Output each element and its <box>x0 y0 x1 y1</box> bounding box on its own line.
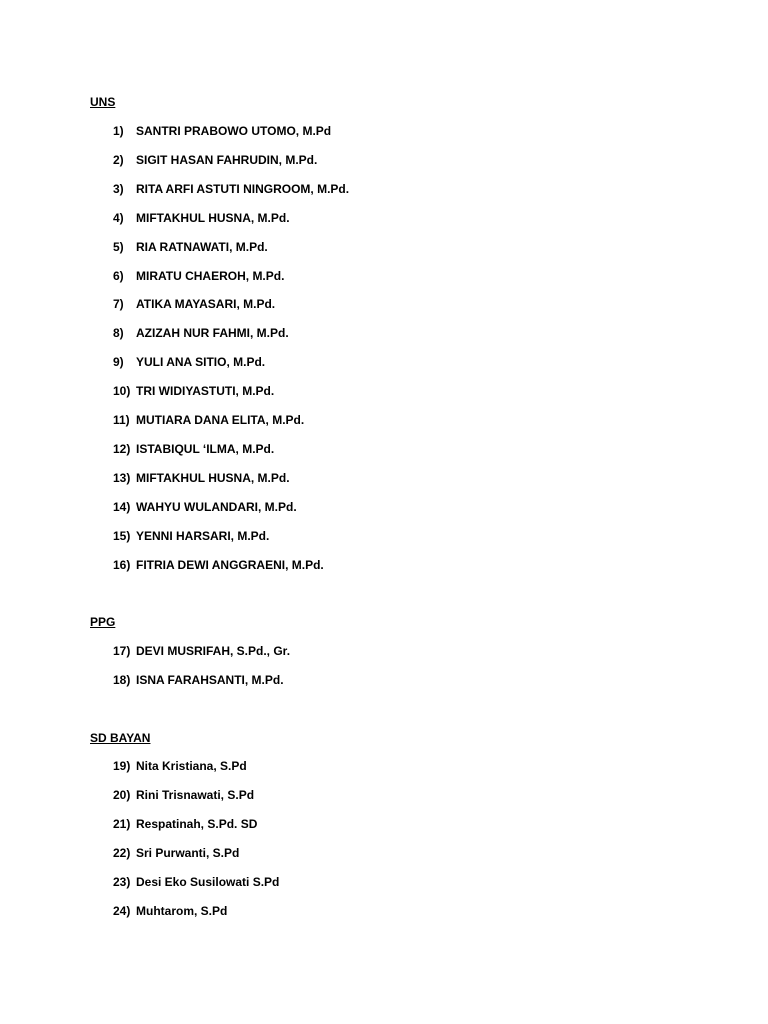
list-item <box>0 673 768 687</box>
list-item <box>0 153 768 167</box>
list-item <box>0 788 768 802</box>
item-number: 12) <box>113 442 131 456</box>
list-item <box>0 442 768 456</box>
list-item <box>0 355 768 369</box>
item-name: YENNI HARSARI, M.Pd. <box>136 529 270 543</box>
item-name: YULI ANA SITIO, M.Pd. <box>136 355 266 369</box>
item-name: Respatinah, S.Pd. SD <box>136 817 258 831</box>
list-item <box>0 529 768 543</box>
list-item <box>0 471 768 485</box>
list-item <box>0 644 768 658</box>
list-item <box>0 817 768 831</box>
item-number: 9) <box>113 355 124 369</box>
item-name: FITRIA DEWI ANGGRAENI, M.Pd. <box>136 558 324 572</box>
item-name: DEVI MUSRIFAH, S.Pd., Gr. <box>136 644 291 658</box>
item-name: SANTRI PRABOWO UTOMO, M.Pd <box>136 124 332 138</box>
list-item <box>0 384 768 398</box>
item-name: MIFTAKHUL HUSNA, M.Pd. <box>136 471 290 485</box>
item-number: 10) <box>113 384 131 398</box>
item-number: 15) <box>113 529 131 543</box>
section-heading: UNS <box>90 95 116 109</box>
item-name: Rini Trisnawati, S.Pd <box>136 788 255 802</box>
item-name: RITA ARFI ASTUTI NINGROOM, M.Pd. <box>136 182 350 196</box>
item-name: SIGIT HASAN FAHRUDIN, M.Pd. <box>136 153 318 167</box>
list-item <box>0 182 768 196</box>
item-name: Desi Eko Susilowati S.Pd <box>136 875 280 889</box>
list-item <box>0 904 768 918</box>
item-number: 23) <box>113 875 131 889</box>
section-heading: PPG <box>90 615 116 629</box>
list-item <box>0 240 768 254</box>
list-item <box>0 558 768 572</box>
list-item <box>0 413 768 427</box>
item-name: Muhtarom, S.Pd <box>136 904 228 918</box>
item-name: ISNA FARAHSANTI, M.Pd. <box>136 673 284 687</box>
item-number: 17) <box>113 644 131 658</box>
item-number: 6) <box>113 269 124 283</box>
item-number: 13) <box>113 471 131 485</box>
item-name: ATIKA MAYASARI, M.Pd. <box>136 297 276 311</box>
list-item <box>0 500 768 514</box>
item-number: 4) <box>113 211 124 225</box>
item-number: 16) <box>113 558 131 572</box>
item-number: 21) <box>113 817 131 831</box>
item-name: MUTIARA DANA ELITA, M.Pd. <box>136 413 305 427</box>
item-number: 22) <box>113 846 131 860</box>
list-item <box>0 124 768 138</box>
list-item <box>0 759 768 773</box>
item-name: MIRATU CHAEROH, M.Pd. <box>136 269 285 283</box>
item-number: 24) <box>113 904 131 918</box>
item-name: AZIZAH NUR FAHMI, M.Pd. <box>136 326 289 340</box>
item-number: 11) <box>113 413 130 427</box>
item-number: 19) <box>113 759 131 773</box>
list-item <box>0 875 768 889</box>
item-name: RIA RATNAWATI, M.Pd. <box>136 240 268 254</box>
item-name: TRI WIDIYASTUTI, M.Pd. <box>136 384 275 398</box>
list-item <box>0 297 768 311</box>
item-name: Sri Purwanti, S.Pd <box>136 846 240 860</box>
item-number: 8) <box>113 326 124 340</box>
item-number: 5) <box>113 240 124 254</box>
item-number: 18) <box>113 673 131 687</box>
item-name: MIFTAKHUL HUSNA, M.Pd. <box>136 211 290 225</box>
item-number: 2) <box>113 153 124 167</box>
item-name: WAHYU WULANDARI, M.Pd. <box>136 500 297 514</box>
item-number: 14) <box>113 500 131 514</box>
item-number: 1) <box>113 124 124 138</box>
list-item <box>0 326 768 340</box>
item-name: ISTABIQUL ‘ILMA, M.Pd. <box>136 442 275 456</box>
section-heading: SD BAYAN <box>90 731 151 745</box>
list-item <box>0 211 768 225</box>
item-number: 3) <box>113 182 124 196</box>
item-number: 20) <box>113 788 131 802</box>
item-name: Nita Kristiana, S.Pd <box>136 759 247 773</box>
item-number: 7) <box>113 297 124 311</box>
list-item <box>0 846 768 860</box>
list-item <box>0 269 768 283</box>
